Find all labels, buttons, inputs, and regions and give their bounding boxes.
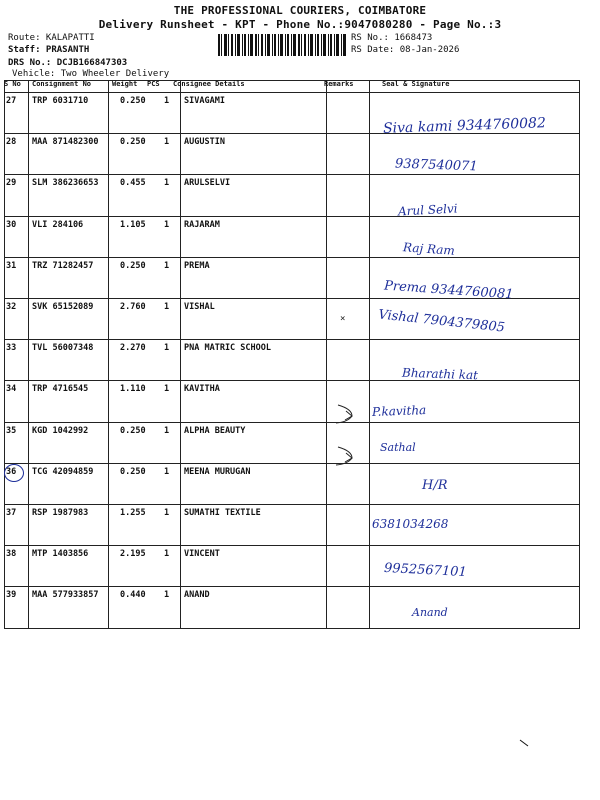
cell-sno: 31 (6, 260, 17, 271)
cell-consignment: MAA 871482300 (32, 137, 99, 148)
vehicle-label: Vehicle: Two Wheeler Delivery (12, 69, 170, 79)
table-row (4, 216, 580, 257)
circle-mark-row-36 (4, 464, 24, 482)
page-tick-mark (520, 740, 528, 746)
cell-sno: 28 (6, 137, 17, 148)
cell-consignee: MEENA MURUGAN (184, 466, 251, 477)
table-row (4, 174, 580, 215)
remark-mark-32: × (340, 314, 346, 324)
barcode (218, 34, 346, 56)
col-header-sno: S No (4, 80, 21, 88)
cell-weight: 0.250 (120, 96, 146, 106)
handwritten-signature: Vishal 7904379805 (377, 307, 506, 336)
cell-sno: 35 (6, 425, 17, 436)
rs-number: RS No.: 1668473 (351, 33, 433, 43)
table-row (4, 133, 580, 174)
cell-consignment: TVL 56007348 (32, 343, 94, 354)
cell-consignee: ANAND (184, 590, 210, 601)
runsheet-table (4, 80, 580, 628)
handwritten-signature: Anand (412, 606, 448, 619)
route-label: Route: KALAPATTI (8, 33, 95, 43)
staff-label: Staff: PRASANTH (8, 45, 90, 55)
cell-pcs: 1 (164, 137, 170, 148)
cell-pcs: 1 (164, 384, 170, 395)
cell-consignment: TRP 4716545 (32, 384, 89, 395)
cell-pcs: 1 (164, 343, 170, 354)
cell-sno: 27 (6, 96, 17, 106)
cell-pcs: 1 (164, 96, 170, 106)
cell-consignee: KAVITHA (184, 384, 220, 395)
handwritten-signature: Bharathi kat (401, 365, 479, 383)
cell-pcs: 1 (164, 260, 170, 271)
cell-consignment: TRZ 71282457 (32, 260, 94, 271)
cell-pcs: 1 (164, 425, 170, 436)
cell-pcs: 1 (164, 508, 170, 518)
cell-pcs: 1 (164, 178, 170, 189)
drs-number: DRS No.: DCJB166847303 (8, 58, 128, 68)
cell-consignment: SLM 386236653 (32, 178, 99, 189)
cell-pcs: 1 (164, 219, 170, 230)
cell-consignment: TRP 6031710 (32, 96, 89, 106)
cell-sno: 38 (6, 549, 17, 560)
cell-pcs: 1 (164, 590, 170, 601)
cell-consignment: MAA 577933857 (32, 590, 99, 601)
cell-weight: 0.440 (120, 590, 146, 601)
handwritten-signature: 9952567101 (383, 560, 468, 581)
cell-consignee: SUMATHI TEXTILE (184, 508, 261, 518)
cell-weight: 1.105 (120, 219, 146, 230)
col-header-signature: Seal & Signature (382, 80, 450, 88)
cell-consignee: PREMA (184, 260, 210, 271)
col-header-remarks: Remarks (324, 80, 354, 88)
cell-consignment: VLI 284106 (32, 219, 84, 230)
cell-sno: 30 (6, 219, 17, 230)
handwritten-signature: 6381034268 (372, 517, 449, 531)
handwritten-signature: Prema 9344760081 (383, 278, 514, 303)
col-header-pcs: PCS (147, 80, 160, 88)
cell-sno: 32 (6, 302, 17, 312)
table-row (4, 380, 580, 421)
handwritten-signature: Siva kami 9344760082 (382, 115, 547, 137)
cell-weight: 0.250 (120, 137, 146, 148)
cell-weight: 0.250 (120, 260, 146, 271)
table-row (4, 463, 580, 504)
cell-sno: 39 (6, 590, 17, 601)
cell-pcs: 1 (164, 549, 170, 560)
table-row (4, 422, 580, 463)
col-header-consignee: Consignee Details (173, 80, 245, 88)
handwritten-signature: Sathal (380, 441, 416, 454)
cell-sno: 33 (6, 343, 17, 354)
cell-consignment: SVK 65152089 (32, 302, 94, 312)
cell-sno: 37 (6, 508, 17, 518)
col-header-consignment: Consignment No (32, 80, 92, 88)
cell-weight: 2.270 (120, 343, 146, 354)
cell-sno: 36 (6, 466, 17, 477)
cell-consignee: RAJARAM (184, 219, 220, 230)
cell-weight: 1.255 (120, 508, 146, 518)
cell-consignee: SIVAGAMI (184, 96, 225, 106)
cell-consignment: TCG 42094859 (32, 466, 94, 477)
col-header-weight: Weight (112, 80, 138, 88)
cell-weight: 2.760 (120, 302, 146, 312)
cell-sno: 29 (6, 178, 17, 189)
cell-consignee: ARULSELVI (184, 178, 231, 189)
cell-consignment: RSP 1987983 (32, 508, 89, 518)
handwritten-signature: 9387540071 (394, 156, 478, 175)
cell-pcs: 1 (164, 302, 170, 312)
cell-weight: 2.195 (120, 549, 146, 560)
cell-weight: 0.250 (120, 425, 146, 436)
cell-consignee: PNA MATRIC SCHOOL (184, 343, 271, 354)
table-row (4, 586, 580, 627)
cell-weight: 0.250 (120, 466, 146, 477)
cell-consignee: VINCENT (184, 549, 220, 560)
cell-consignment: MTP 1403856 (32, 549, 89, 560)
company-title: THE PROFESSIONAL COURIERS, COIMBATORE (173, 4, 427, 17)
handwritten-signature: Arul Selvi (397, 201, 458, 219)
cell-weight: 1.110 (120, 384, 146, 395)
table-row (4, 339, 580, 380)
cell-consignment: KGD 1042992 (32, 425, 89, 436)
cell-pcs: 1 (164, 466, 170, 477)
table-row (4, 504, 580, 545)
cell-sno: 34 (6, 384, 17, 395)
cell-consignee: ALPHA BEAUTY (184, 425, 246, 436)
runsheet-subtitle: Delivery Runsheet - KPT - Phone No.:9047080280 - Page No.:3 (98, 18, 502, 31)
cell-consignee: VISHAL (184, 302, 215, 312)
table-row (4, 545, 580, 586)
handwritten-signature: Raj Ram (402, 240, 456, 258)
cell-weight: 0.455 (120, 178, 146, 189)
handwritten-signature: P.kavitha (371, 403, 427, 419)
rs-date: RS Date: 08-Jan-2026 (351, 45, 460, 55)
handwritten-signature: H/R (422, 478, 448, 493)
cell-consignee: AUGUSTIN (184, 137, 225, 148)
